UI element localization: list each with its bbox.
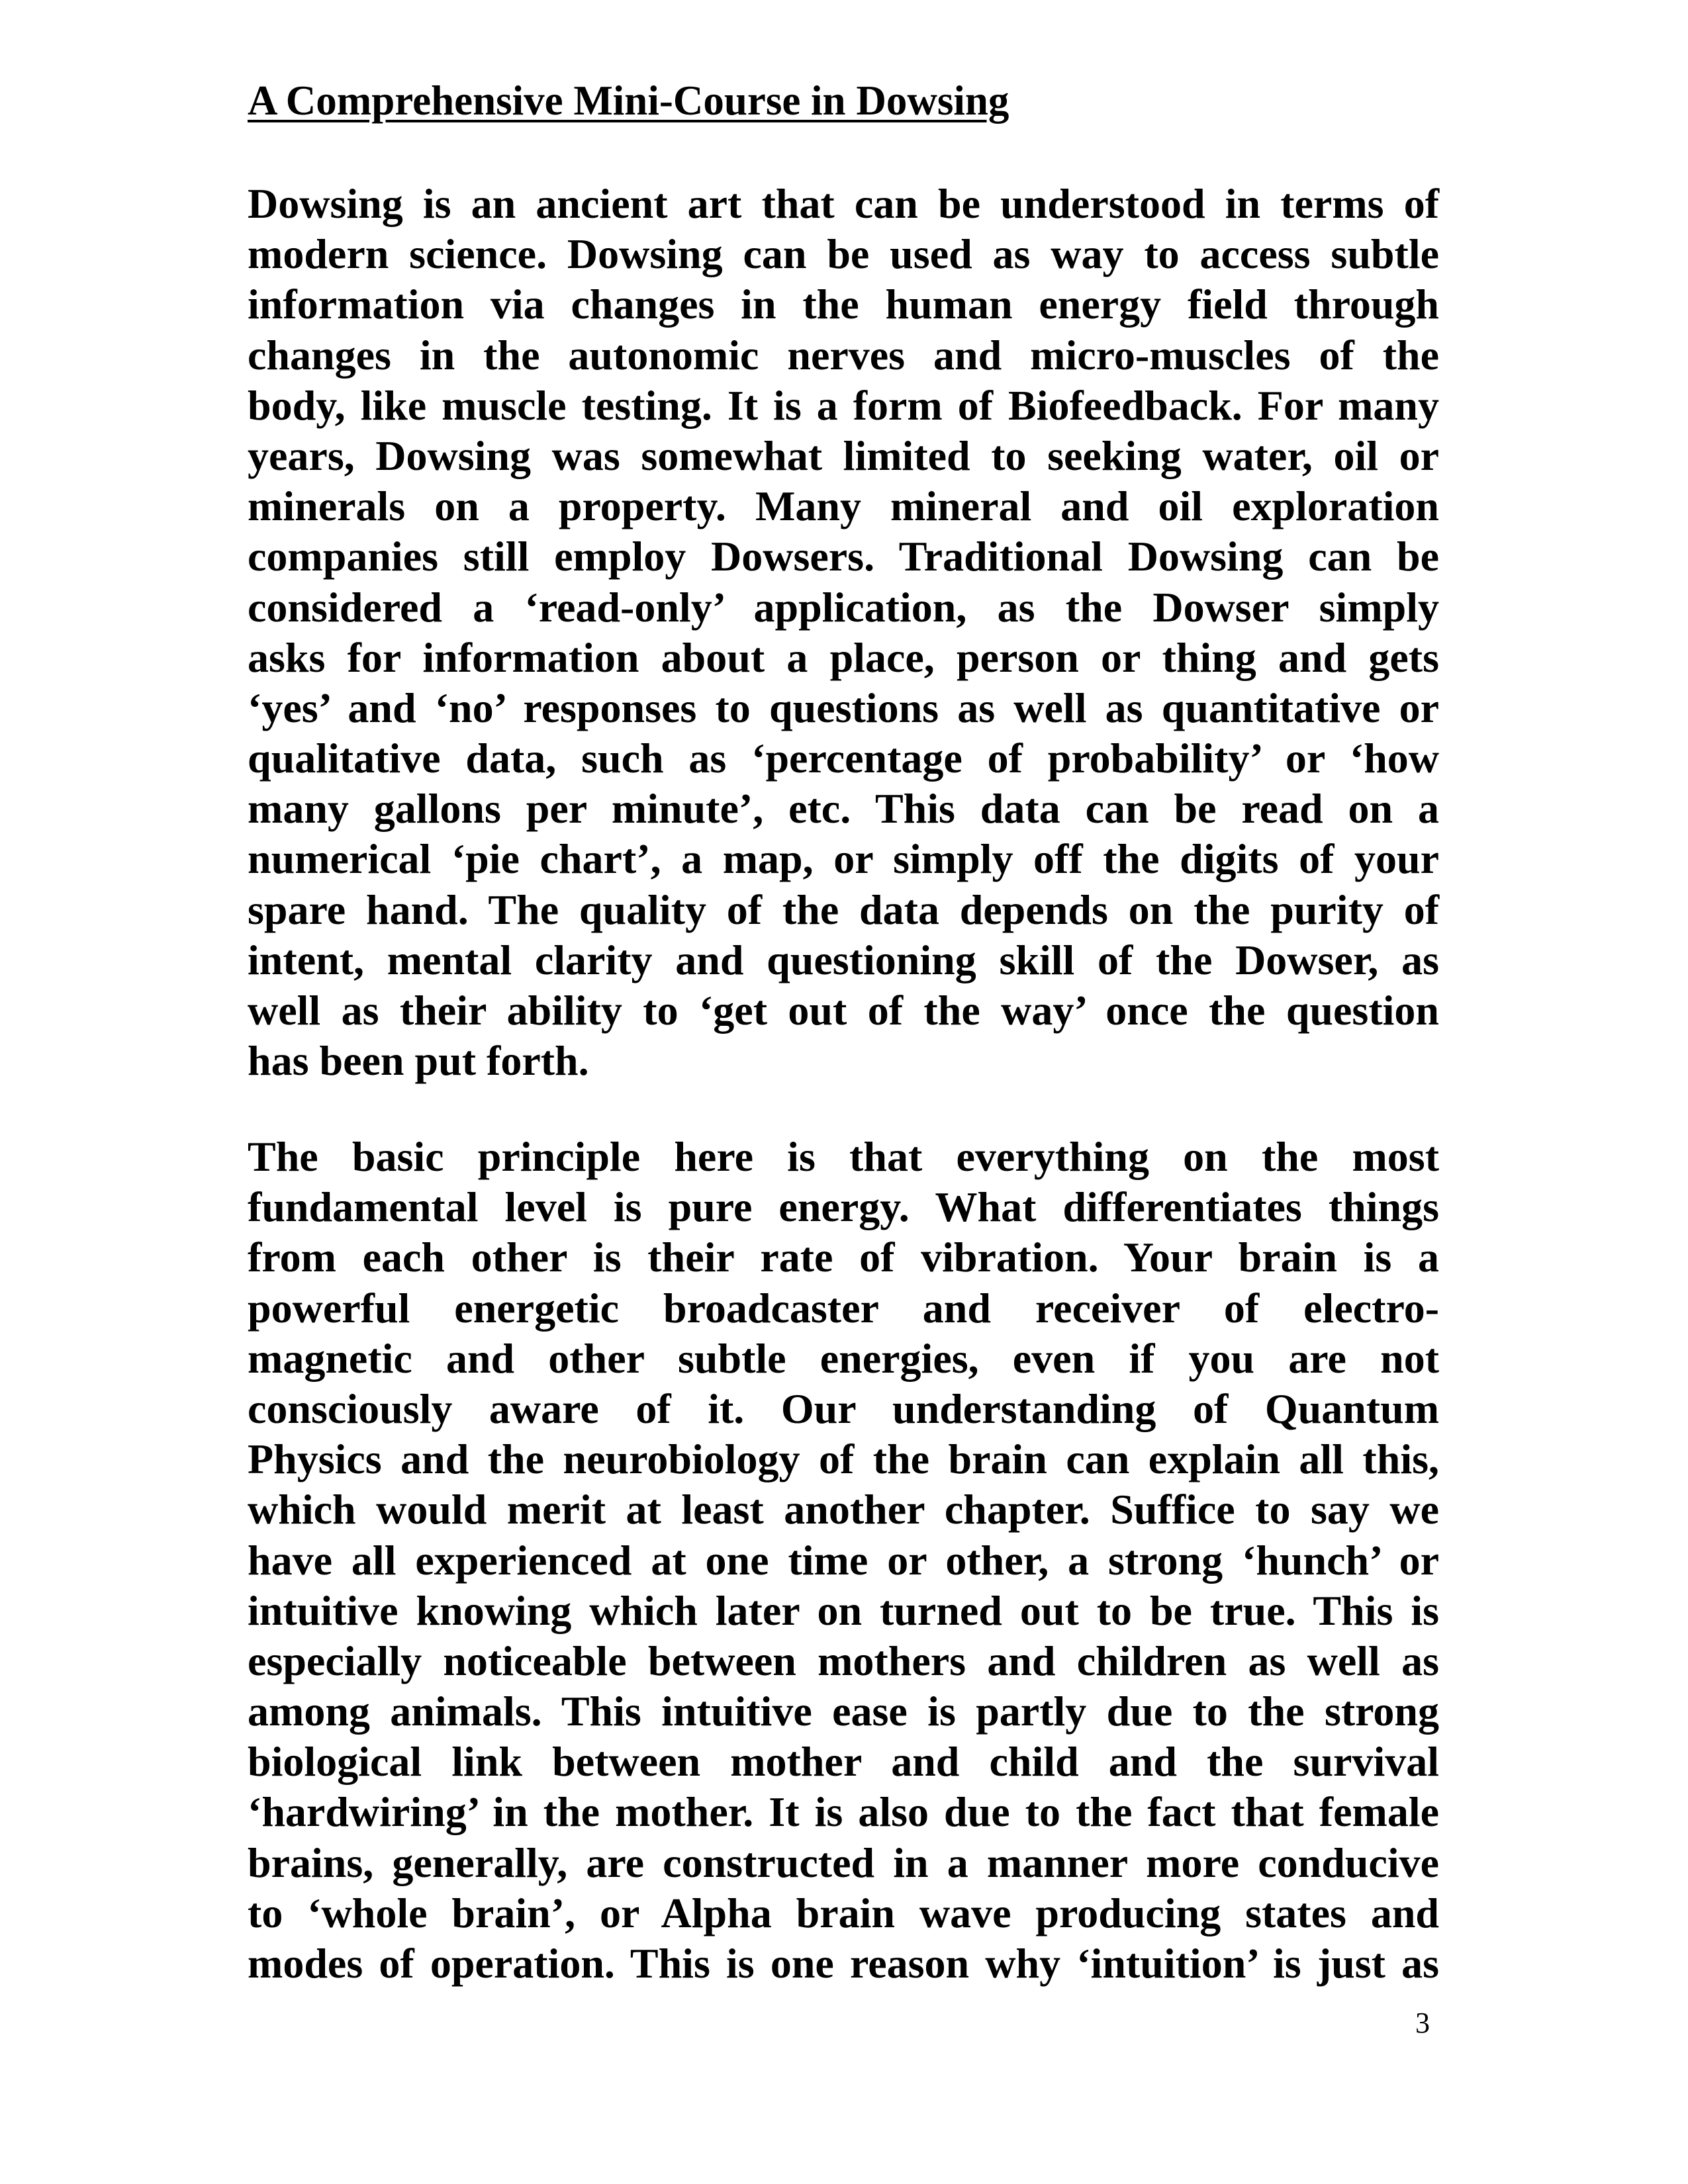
page-number: 3	[1415, 2007, 1430, 2039]
text-line: well as their ability to ‘get out of the way’ once the question	[248, 987, 1439, 1034]
text-line: modern science. Dowsing can be used as way to access subtle	[248, 230, 1439, 278]
text-line: considered a ‘read-only’ application, as the Dowser simply	[248, 583, 1439, 631]
text-line: Dowsing is an ancient art that can be understood in terms of	[248, 180, 1439, 227]
text-line: changes in the autonomic nerves and micro-muscles of the	[248, 331, 1439, 379]
text-line: ‘yes’ and ‘no’ responses to questions as well as quantitative or	[248, 684, 1439, 731]
text-line: many gallons per minute’, etc. This data can be read on a	[248, 785, 1439, 833]
text-line: intent, mental clarity and questioning skill of the Dowser, as	[248, 936, 1439, 983]
text-line: magnetic and other subtle energies, even if you are not	[248, 1334, 1439, 1382]
text-line: brains, generally, are constructed in a manner more conducive	[248, 1839, 1439, 1886]
text-line: Physics and the neurobiology of the brain can explain all this,	[248, 1435, 1439, 1483]
page-title: A Comprehensive Mini-Course in Dowsing	[248, 77, 1009, 124]
text-line: among animals. This intuitive ease is partly due to the strong	[248, 1688, 1439, 1735]
text-line: spare hand. The quality of the data depends on the purity of	[248, 886, 1439, 933]
text-line: consciously aware of it. Our understanding of Quantum	[248, 1385, 1439, 1432]
text-line: numerical ‘pie chart’, a map, or simply off the digits of your	[248, 835, 1439, 883]
text-line: minerals on a property. Many mineral and oil exploration	[248, 482, 1439, 530]
text-line: modes of operation. This is one reason why ‘intuition’ is just as	[248, 1940, 1439, 1987]
text-line: intuitive knowing which later on turned out to be true. This is	[248, 1586, 1439, 1634]
text-line: fundamental level is pure energy. What differentiates things	[248, 1183, 1439, 1231]
text-line: from each other is their rate of vibration. Your brain is a	[248, 1234, 1439, 1281]
text-line: to ‘whole brain’, or Alpha brain wave producing states and	[248, 1889, 1439, 1936]
text-line: have all experienced at one time or other, a strong ‘hunch’ or	[248, 1536, 1439, 1584]
text-line: qualitative data, such as ‘percentage of probability’ or ‘how	[248, 735, 1439, 782]
text-line: asks for information about a place, person or thing and gets	[248, 633, 1439, 681]
text-line: which would merit at least another chapter. Suffice to say we	[248, 1486, 1439, 1533]
text-line: biological link between mother and child and the survival	[248, 1738, 1439, 1786]
text-line: companies still employ Dowsers. Traditional Dowsing can be	[248, 533, 1439, 580]
text-line: especially noticeable between mothers and children as well as	[248, 1637, 1439, 1684]
text-line: The basic principle here is that everything on the most	[248, 1133, 1439, 1180]
text-line: ‘hardwiring’ in the mother. It is also due to the fact that female	[248, 1788, 1439, 1836]
text-line: information via changes in the human energy field through	[248, 281, 1439, 328]
text-line: has been put forth.	[248, 1037, 589, 1085]
text-line: years, Dowsing was somewhat limited to seeking water, oil or	[248, 432, 1439, 479]
paragraph-basic-principle	[248, 1132, 1439, 1989]
paragraph-dowsing-intro	[248, 179, 1439, 1086]
text-line: powerful energetic broadcaster and receiver of electro-	[248, 1284, 1439, 1332]
text-line: body, like muscle testing. It is a form of Biofeedback. For many	[248, 381, 1439, 429]
